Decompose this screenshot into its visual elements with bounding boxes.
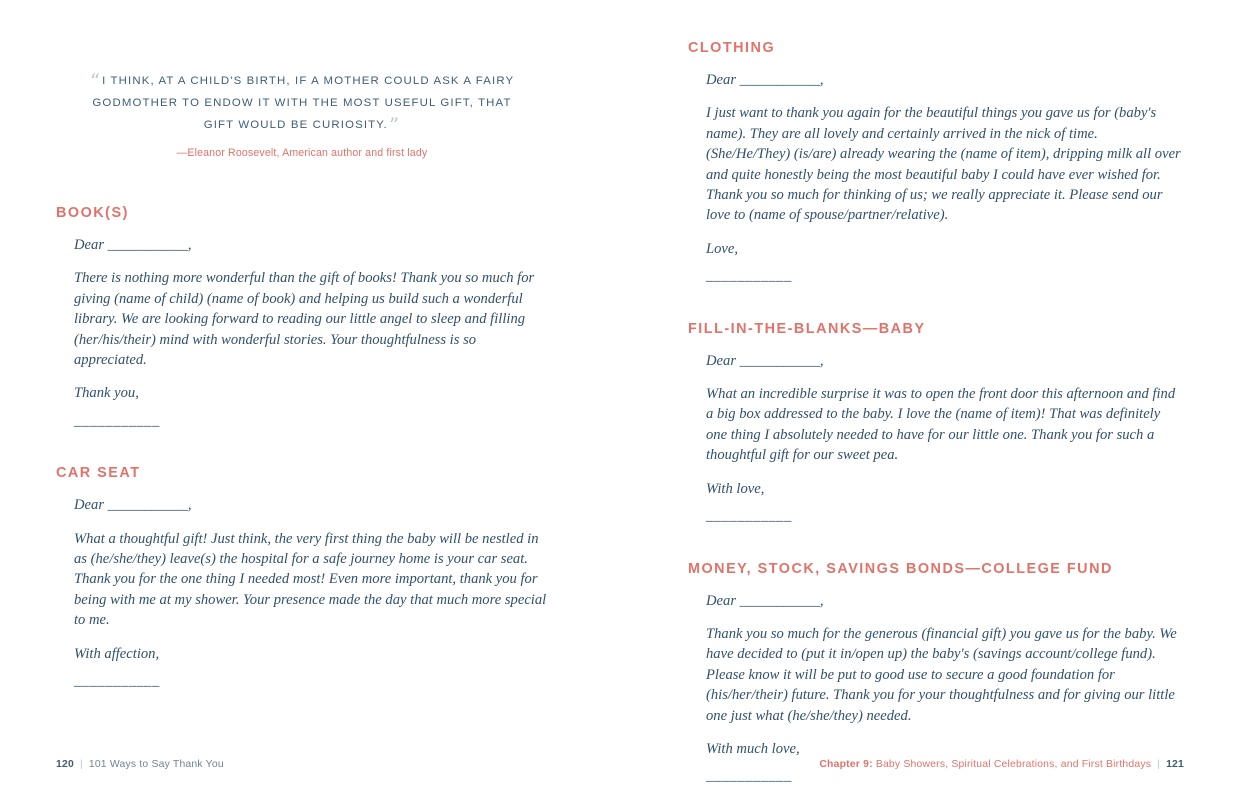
- page-number: 120: [56, 759, 74, 770]
- left-page-footer: [56, 759, 224, 770]
- section-title: MONEY, STOCK, SAVINGS BONDS—COLLEGE FUND: [688, 560, 1113, 577]
- letter-body: [56, 235, 548, 431]
- letter-paragraph: There is nothing more wonderful than the gift of books! Thank you so much for giving (name of child) (name of book) and helping us build such a wonderful library. We are looking forward to reading our little angel to sleep and filling (her/his/their) mind with wonderful stories. Your thoughtfulness is so appreciated.: [74, 270, 535, 369]
- left-page: [0, 0, 628, 800]
- letter-paragraph: What an incredible surprise it was to open the front door this afternoon and find a big box addressed to the baby. I love the (name of item)! That was definitely one thing I absolutely needed to have for our little one. Thank you for such a thoughtful gift for our sweet pea.: [706, 386, 1176, 464]
- letter-salutation: Dear ___________,: [74, 497, 192, 514]
- letter-closing: With love,: [706, 480, 765, 497]
- letter-salutation: Dear ___________,: [706, 592, 824, 609]
- letter-salutation: Dear ___________,: [706, 72, 824, 88]
- letter-signature-line: ___________: [706, 768, 792, 785]
- letter-body: [688, 70, 1184, 287]
- letter-closing: With affection,: [74, 645, 160, 662]
- letter-closing: Love,: [706, 240, 739, 257]
- quote-open-mark: “: [89, 69, 102, 93]
- section-title: BOOK(S): [56, 205, 129, 221]
- pull-quote-attribution: —Eleanor Roosevelt, American author and first lady: [176, 147, 428, 159]
- letter-signature-line: ___________: [74, 673, 160, 690]
- letter-body: [688, 351, 1184, 527]
- letter-closing: Thank you,: [74, 385, 139, 402]
- letter-signature-line: ___________: [706, 268, 792, 285]
- pull-quote-text: [82, 70, 522, 136]
- letter-salutation: Dear ___________,: [706, 352, 824, 369]
- letter-signature-line: ___________: [74, 412, 160, 429]
- pull-quote: [82, 70, 522, 159]
- section-clothing: [688, 40, 1184, 287]
- letter-closing: With much love,: [706, 740, 800, 757]
- letter-paragraph: Thank you so much for the generous (financial gift) you gave us for the baby. We have decided to (put it in/open up) the baby's (savings account/college fund). Please know it will be put to good use to secure a good foundation for (his/her/their) future. Thank you for your thoughtfulness and for giving our little one just what (he/she/they) needed.: [706, 625, 1177, 724]
- letter-paragraph: I just want to thank you again for the beautiful things you gave us for (baby's name). They are all lovely and certainly arrived in the nick of time. (She/He/They) (is/are) already wearing the (name of item), dripping milk all over and quite honestly being the most beautiful baby I could have ever wished for. Thank you so much for thinking of us; we really appreciate it. Please send our love to (name of spouse/partner/relative).: [706, 105, 1181, 224]
- chapter-title: Baby Showers, Spiritual Celebrations, and First Birthdays: [875, 759, 1152, 770]
- right-page: [628, 0, 1256, 800]
- letter-body: [56, 495, 548, 691]
- book-title: 101 Ways to Say Thank You: [88, 759, 224, 770]
- page-number: 121: [1166, 759, 1184, 770]
- section-money-stock-savings-bonds-college-fund: [688, 561, 1184, 787]
- letter-body: [688, 591, 1184, 787]
- footer-separator: |: [79, 759, 83, 770]
- letter-signature-line: ___________: [706, 508, 792, 525]
- section-fill-in-the-blanks-baby: [688, 321, 1184, 527]
- section-car-seat: [56, 465, 548, 691]
- letter-salutation: Dear ___________,: [74, 237, 192, 253]
- section-title: FILL-IN-THE-BLANKS—BABY: [688, 320, 926, 337]
- quote-close-mark: ”: [388, 113, 401, 137]
- section-title: CLOTHING: [688, 40, 776, 56]
- pull-quote-body: I THINK, AT A CHILD'S BIRTH, IF A MOTHER COULD ASK A FAIRY GODMOTHER TO ENDOW IT WITH THE MOST USEFUL GIFT, THAT GIFT WOULD BE CURIOSITY.: [92, 75, 515, 131]
- chapter-label: Chapter 9:: [819, 759, 873, 770]
- right-page-footer: [819, 759, 1184, 770]
- section-books: [56, 205, 548, 431]
- section-title: CAR SEAT: [56, 465, 141, 482]
- footer-separator: |: [1157, 759, 1161, 770]
- letter-paragraph: What a thoughtful gift! Just think, the very first thing the baby will be nestled in as (he/she/they) leave(s) the hospital for a safe journey home is your car seat. Thank you for the one thing I needed most! Even more important, thank you for being with me at my shower. Your presence made the day that much more special to me.: [74, 530, 547, 629]
